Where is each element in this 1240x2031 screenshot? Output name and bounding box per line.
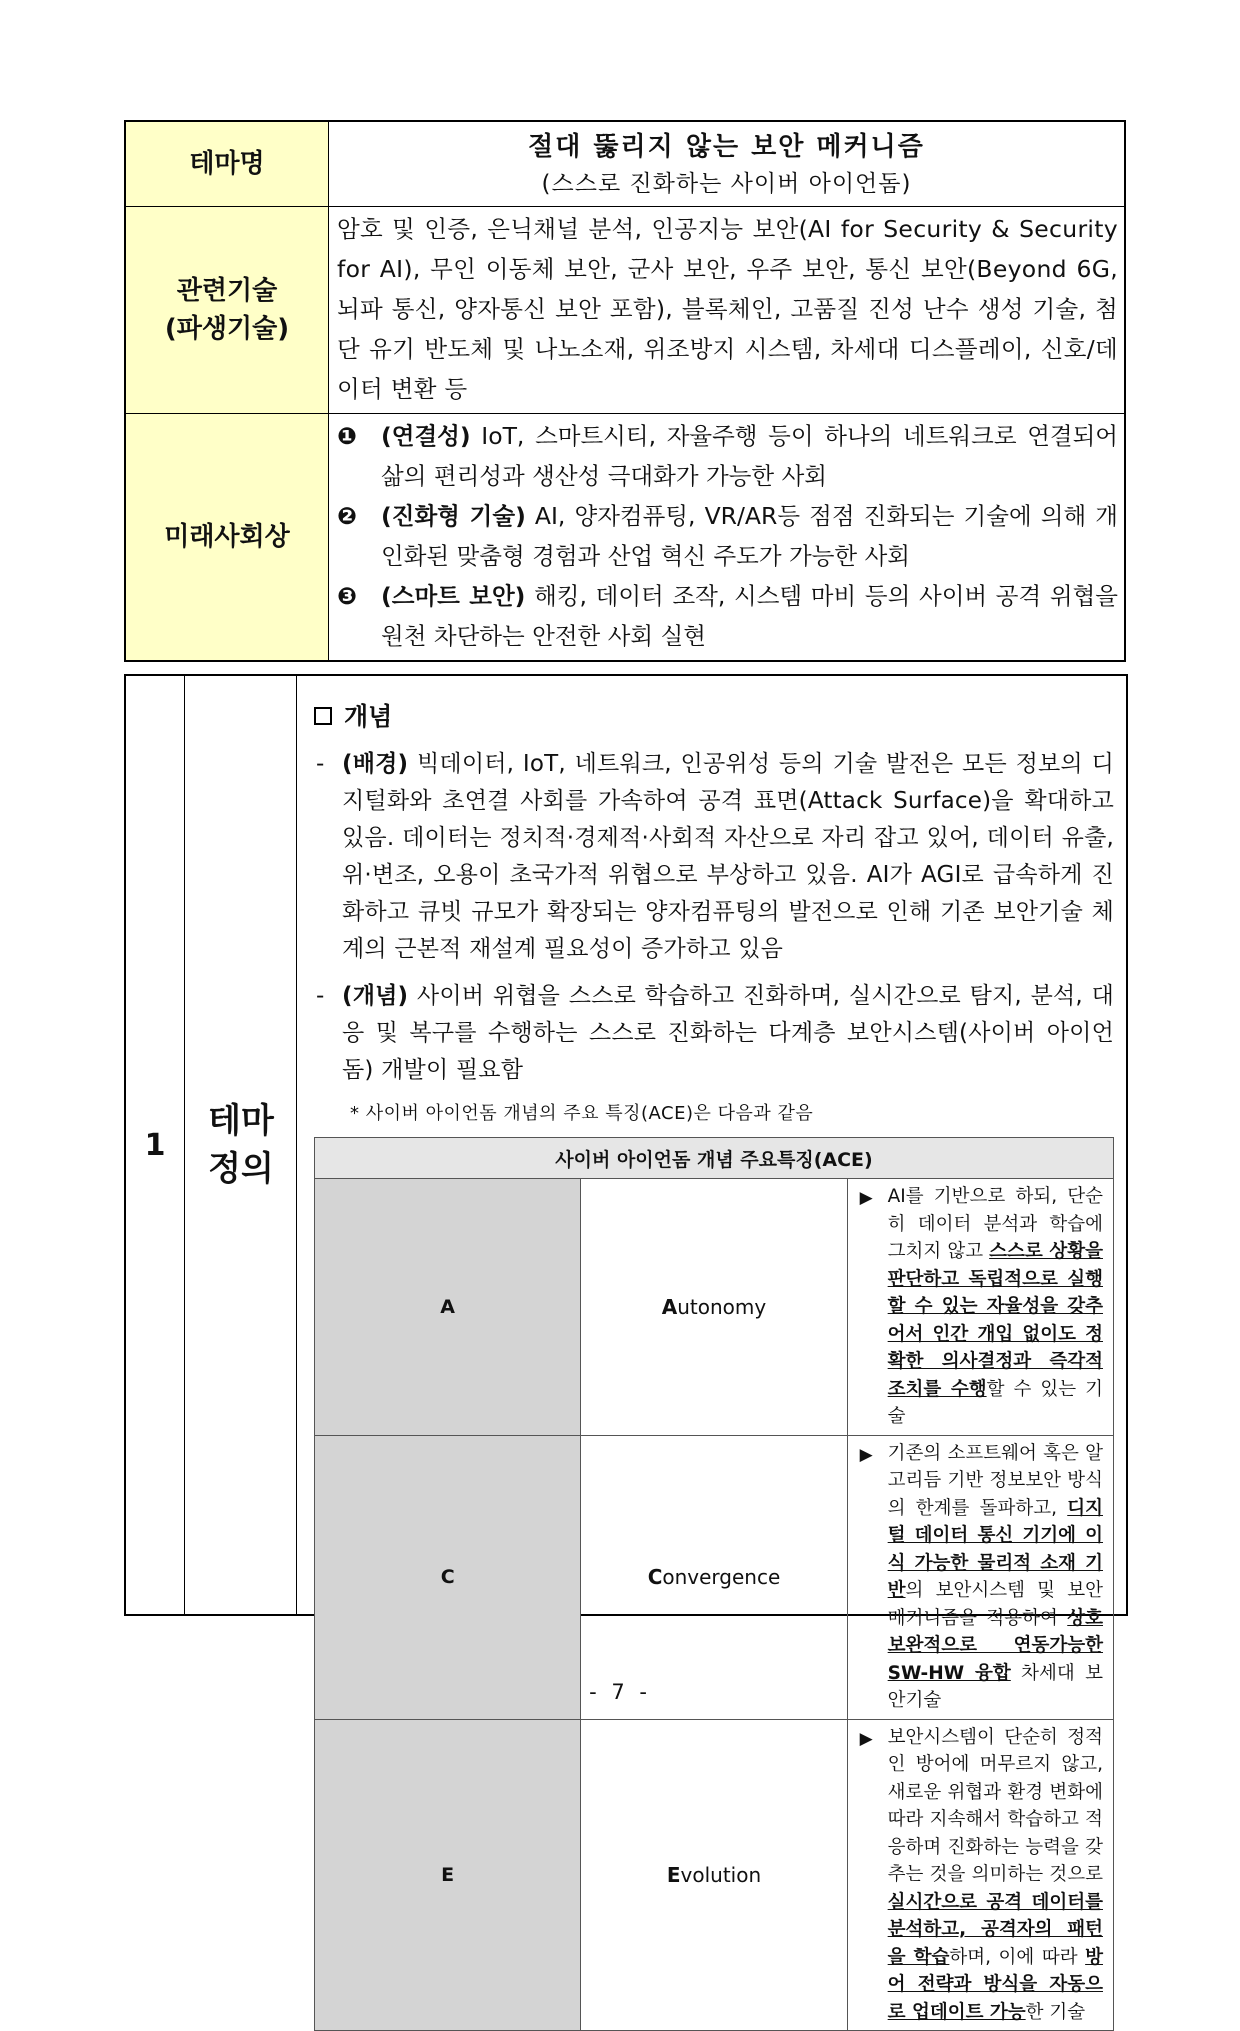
ace-row bbox=[315, 1179, 1114, 1436]
theme-name-label: 테마명 bbox=[125, 121, 329, 207]
ace-letter: C bbox=[315, 1435, 581, 1719]
related-tech-label bbox=[125, 207, 329, 414]
ace-note: * 사이버 아이언돔 개념의 주요 특징(ACE)은 다음과 같음 bbox=[350, 1103, 814, 1124]
section-number: 1 bbox=[144, 1127, 166, 1163]
future-society-label: 미래사회상 bbox=[125, 414, 329, 662]
related-tech-label-line2: (파생기술) bbox=[164, 314, 290, 344]
ace-description bbox=[847, 1435, 1113, 1719]
background-paragraph bbox=[314, 746, 1114, 968]
future-item-heading: (스마트 보안) bbox=[381, 582, 526, 610]
theme-title: 절대 뚫리지 않는 보안 메커니즘 bbox=[528, 132, 925, 162]
future-item bbox=[337, 416, 1118, 496]
paragraph-text: 빅데이터, IoT, 네트워크, 인공위성 등의 기술 발전은 모든 정보의 디지털화와 초연결 사회를 가속하여 공격 표면(Attack Surface)을 확대하고 있음. 데이터는 정치적·경제적·사회적 자산으로 자리 잡고 있어, 데이터 유출, 위·변조, 오용이 초국가적 위협으로 부상하고 있음. AI가 AGI로 급속하게 진화하고 큐빗 규모가 확장되는 양자컴퓨팅의 발전으로 인해 기존 보안기술 체계의 근본적 재설계 필요성이 증가하고 있음 bbox=[342, 751, 1114, 962]
ace-name-initial: A bbox=[661, 1294, 678, 1319]
paragraph-heading: (배경) bbox=[342, 751, 409, 777]
theme-definition-label-line2: 정의 bbox=[208, 1149, 274, 1189]
ace-description bbox=[847, 1179, 1113, 1436]
ace-desc-emphasis: 실시간으로 공격 데이터를 분석하고, 공격자의 패턴을 학습 bbox=[887, 1891, 1103, 1968]
page-number: - 7 - bbox=[589, 1680, 651, 1704]
ace-table-header: 사이버 아이언돔 개념 주요특징(ACE) bbox=[315, 1138, 1114, 1179]
ace-desc-text: AI를 기반으로 하되, 단순히 데이터 분석과 학습에 그치지 않고 bbox=[887, 1186, 1103, 1262]
future-item-heading: (연결성) bbox=[381, 422, 471, 450]
triangle-bullet-icon: ▶ bbox=[859, 1728, 873, 1749]
theme-title-cell bbox=[329, 121, 1126, 207]
ace-name bbox=[581, 1179, 847, 1436]
theme-definition-label-line1: 테마 bbox=[208, 1101, 274, 1141]
ace-table bbox=[314, 1137, 1114, 2031]
ace-name-rest: volution bbox=[680, 1862, 762, 1887]
ace-desc-text: 의 보안시스템 및 보안 메커니즘을 적용하여 bbox=[887, 1580, 1103, 1629]
ace-letter: E bbox=[315, 1719, 581, 2031]
future-item-text: IoT, 스마트시티, 자율주행 등이 하나의 네트워크로 연결되어 삶의 편리성과 생산성 극대화가 가능한 사회 bbox=[381, 422, 1118, 490]
concept-heading-text: 개념 bbox=[344, 702, 393, 731]
ace-name bbox=[581, 1435, 847, 1719]
ace-desc-text: 할 수 있는 기술 bbox=[887, 1378, 1104, 1427]
ace-name-initial: C bbox=[647, 1565, 663, 1589]
future-item-number: ❶ bbox=[337, 422, 357, 450]
ace-desc-text: 차세대 보안기술 bbox=[887, 1662, 1104, 1711]
future-item bbox=[337, 496, 1118, 576]
ace-desc-emphasis: 디지털 데이터 통신 기기에 이식 가능한 물리적 소재 기반 bbox=[887, 1497, 1103, 1601]
ace-name-rest: utonomy bbox=[677, 1294, 767, 1319]
ace-name-rest: onvergence bbox=[662, 1565, 781, 1589]
ace-desc-emphasis: 상호 보완적으로 연동가능한 SW-HW 융합 bbox=[887, 1607, 1103, 1684]
future-item-number: ❷ bbox=[337, 502, 357, 530]
concept-heading bbox=[314, 698, 1114, 736]
summary-table bbox=[124, 120, 1126, 662]
future-item-number: ❸ bbox=[337, 582, 357, 610]
ace-row bbox=[315, 1435, 1114, 1719]
related-tech-text: 암호 및 인증, 은닉채널 분석, 인공지능 보안(AI for Security & Security for AI), 무인 이동체 보안, 군사 보안, 우주 보안, 통신 보안(Beyond 6G, 뇌파 통신, 양자통신 보안 포함), 블록체인, 고품질 진성 난수 생성 기술, 첨단 유기 반도체 및 나노소재, 위조방지 시스템, 차세대 디스플레이, 신호/데이터 변환 등 bbox=[329, 207, 1126, 414]
column-divider bbox=[296, 676, 297, 1614]
definition-content bbox=[298, 676, 1126, 2023]
ace-row bbox=[315, 1719, 1114, 2031]
theme-definition-box bbox=[124, 674, 1128, 2023]
ace-name-initial: E bbox=[666, 1862, 681, 1887]
triangle-bullet-icon: ▶ bbox=[859, 1444, 873, 1465]
future-item bbox=[337, 576, 1118, 656]
ace-name bbox=[581, 1719, 847, 2031]
ace-desc-text: 보안시스템이 단순히 정적인 방어에 머무르지 않고, 새로운 위협과 환경 변화에 따라 지속해서 학습하고 적응하며 진화하는 능력을 갖추는 것을 의미하는 것으로 bbox=[887, 1726, 1103, 1885]
paragraph-heading: (개념) bbox=[342, 983, 409, 1009]
ace-desc-emphasis: 방어 전략과 방식을 자동으로 업데이트 가능 bbox=[887, 1946, 1103, 2023]
ace-desc-text: 하며, 이에 따라 bbox=[949, 1946, 1086, 1968]
dash-bullet: - bbox=[316, 751, 325, 777]
future-item-text: 해킹, 데이터 조작, 시스템 마비 등의 사이버 공격 위협을 원천 차단하는 안전한 사회 실현 bbox=[381, 582, 1118, 650]
paragraph-text: 사이버 위협을 스스로 학습하고 진화하며, 실시간으로 탐지, 분석, 대응 및 복구를 수행하는 스스로 진화하는 다계층 보안시스템(사이버 아이언돔) 개발이 필요함 bbox=[342, 983, 1114, 1083]
future-item-heading: (진화형 기술) bbox=[381, 502, 526, 530]
future-item-text: AI, 양자컴퓨팅, VR/AR등 점점 진화되는 기술에 의해 개인화된 맞춤형 경험과 산업 혁신 주도가 가능한 사회 bbox=[381, 502, 1118, 570]
ace-description bbox=[847, 1719, 1113, 2031]
ace-desc-emphasis: 스스로 상황을 판단하고 독립적으로 실행할 수 있는 자율성을 갖추어서 인간 개입 없이도 정확한 의사결정과 즉각적 조치를 수행 bbox=[887, 1241, 1103, 1400]
future-society-list bbox=[329, 414, 1126, 662]
column-divider bbox=[184, 676, 185, 1614]
dash-bullet: - bbox=[316, 983, 325, 1009]
related-tech-label-line1: 관련기술 bbox=[176, 276, 278, 306]
square-bullet-icon bbox=[314, 707, 332, 725]
ace-desc-text: 한 기술 bbox=[1025, 2001, 1086, 2023]
theme-subtitle: (스스로 진화하는 사이버 아이언돔) bbox=[541, 171, 912, 197]
ace-desc-text: 기존의 소프트웨어 혹은 알고리듬 기반 정보보안 방식의 한계를 돌파하고, bbox=[887, 1442, 1103, 1519]
theme-definition-label bbox=[186, 676, 296, 1614]
ace-letter: A bbox=[315, 1179, 581, 1436]
triangle-bullet-icon: ▶ bbox=[859, 1188, 873, 1208]
concept-paragraph bbox=[314, 978, 1114, 1089]
